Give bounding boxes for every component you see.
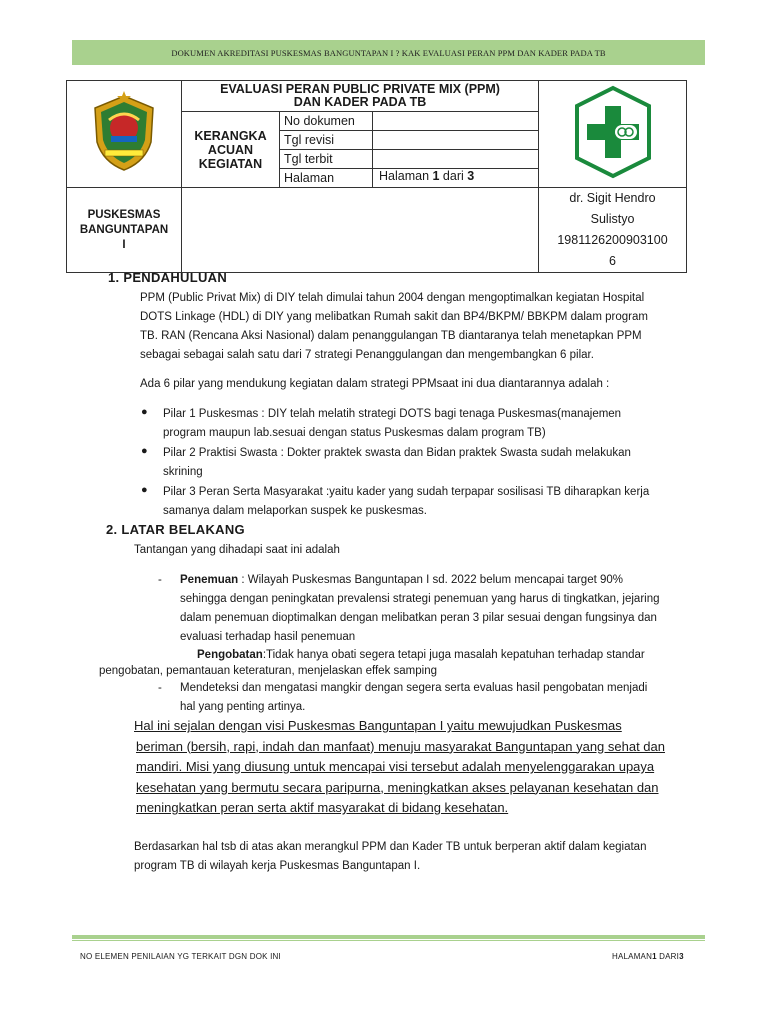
signer-nip: 1981126200903100 <box>557 233 668 247</box>
section-pendahuluan-heading: 1. PENDAHULUAN <box>108 270 228 285</box>
bullet-1: ● <box>141 406 148 418</box>
value-tgl-revisi <box>373 131 539 150</box>
footer-rule-thin <box>72 940 705 941</box>
document-title <box>182 81 539 112</box>
pengobatan-item: Pengobatan:Tidak hanya obati segera tetapi juga masalah kepatuhan terhadap standar <box>197 649 645 661</box>
value-tgl-terbit <box>373 150 539 169</box>
title-line-2: DAN KADER PADA TB <box>293 95 427 109</box>
pengobatan-line-2: pengobatan, pemantauan keteraturan, menjelaskan effek samping <box>99 665 437 677</box>
puskesmas-logo <box>565 84 661 180</box>
label-no-dokumen: No dokumen <box>280 112 373 131</box>
signer-name-2: Sulistyo <box>590 212 635 226</box>
pilar-3-item: Pilar 3 Peran Serta Masyarakat :yaitu kader yang sudah terpapar sosilisasi TB diharapkan kerja samanya dalam melaporkan suspek ke puskesmas. <box>163 486 650 517</box>
puskesmas-name: PUSKESMAS BANGUNTAPAN I <box>67 188 182 273</box>
closing-paragraph: Berdasarkan hal tsb di atas akan merangkul PPM dan Kader TB untuk berperan aktif dalam kegiatan program TB di wilayah kerja Puskesmas Banguntapan I. <box>134 841 647 872</box>
latar-intro: Tantangan yang dihadapi saat ini adalah <box>134 544 340 556</box>
value-halaman: Halaman 1 dari 3 <box>373 169 539 188</box>
signer-cell <box>539 188 687 273</box>
label-tgl-revisi: Tgl revisi <box>280 131 373 150</box>
kak-label: KERANGKA ACUAN KEGIATAN <box>182 112 280 188</box>
bullet-3: ● <box>141 484 148 496</box>
label-halaman: Halaman <box>280 169 373 188</box>
pendahuluan-paragraph: PPM (Public Privat Mix) di DIY telah dimulai tahun 2004 dengan mengoptimalkan kegiatan Hospital DOTS Linkage (HDL) di DIY yang melibatkan Rumah sakit dan BP4/BKPM/ BBKPM dalam program TB. RAN (Rencana Aksi Nasional) dalam penanggulangan TB diantaranya telah menetapkan PPM sebagai sebagai salah satu dari 7 strategi Penanggulangan dan mengembangkan 6 pilar. <box>140 292 648 361</box>
section-latar-belakang-heading: 2. LATAR BELAKANG <box>106 522 245 537</box>
regional-emblem-logo <box>87 90 161 174</box>
title-line-1: EVALUASI PERAN PUBLIC PRIVATE MIX (PPM) <box>220 82 500 96</box>
dash-1: - <box>158 574 162 586</box>
footer-left-text: NO ELEMEN PENILAIAN YG TERKAIT DGN DOK INI <box>80 952 281 961</box>
pilar-2-item: Pilar 2 Praktisi Swasta : Dokter praktek swasta dan Bidan praktek Swasta sudah melakukan skrining <box>163 447 631 478</box>
document-banner: DOKUMEN AKREDITASI PUSKESMAS BANGUNTAPAN I ? KAK EVALUASI PERAN PPM DAN KADER PADA TB <box>72 40 705 65</box>
bullet-2: ● <box>141 445 148 457</box>
document-header-table <box>66 80 687 273</box>
signer-name: dr. Sigit Hendro <box>569 191 656 205</box>
label-tgl-terbit: Tgl terbit <box>280 150 373 169</box>
pilar-1-item: Pilar 1 Puskesmas : DIY telah melatih strategi DOTS bagi tenaga Puskesmas(manajemen program maupun lab.sesuai dengan status Puskesmas dalam program TB) <box>163 408 622 439</box>
pilar-intro: Ada 6 pilar yang mendukung kegiatan dalam strategi PPMsaat ini dua diantarannya adalah : <box>140 378 610 390</box>
dash-2: - <box>158 682 162 694</box>
health-logo-cell <box>539 81 687 188</box>
footer-rule <box>72 935 705 939</box>
footer-page-number: HALAMAN1 DARI3 <box>612 952 684 961</box>
penemuan-item: Penemuan : Wilayah Puskesmas Banguntapan I sd. 2022 belum mencapai target 90% sehingga dengan peningkatan prevalensi strategi penemuan yang harus di tingkatkan, jejaring dalam penemuan dioptimalkan dengan melibatkan peran 3 pilar sesuai dengan fungsinya dan evaluasi terhadap hasil penemuan <box>180 574 660 643</box>
mendeteksi-item: Mendeteksi dan mengatasi mangkir dengan segera serta evaluas hasil pengobatan menjadi hal yang penting artinya. <box>180 682 648 713</box>
signer-nip-2: 6 <box>609 254 616 268</box>
visi-paragraph: Hal ini sejalan dengan visi Puskesmas Banguntapan I yaitu mewujudkan Puskesmas beriman (bersih, rapi, indah dan manfaat) menuju masyarakat Banguntapan yang sehat dan mandiri. Misi yang diusung untuk mencapai visi tersebut adalah menyelenggarakan upaya kesehatan yang bermutu secara paripurna, meningkatkan akses pelayanan kesehatan dan meningkatkan peran serta aktif masyarakat di bidang kesehatan. <box>134 718 665 815</box>
blank-cell <box>182 188 539 273</box>
value-no-dokumen <box>373 112 539 131</box>
regional-emblem-cell <box>67 81 182 188</box>
